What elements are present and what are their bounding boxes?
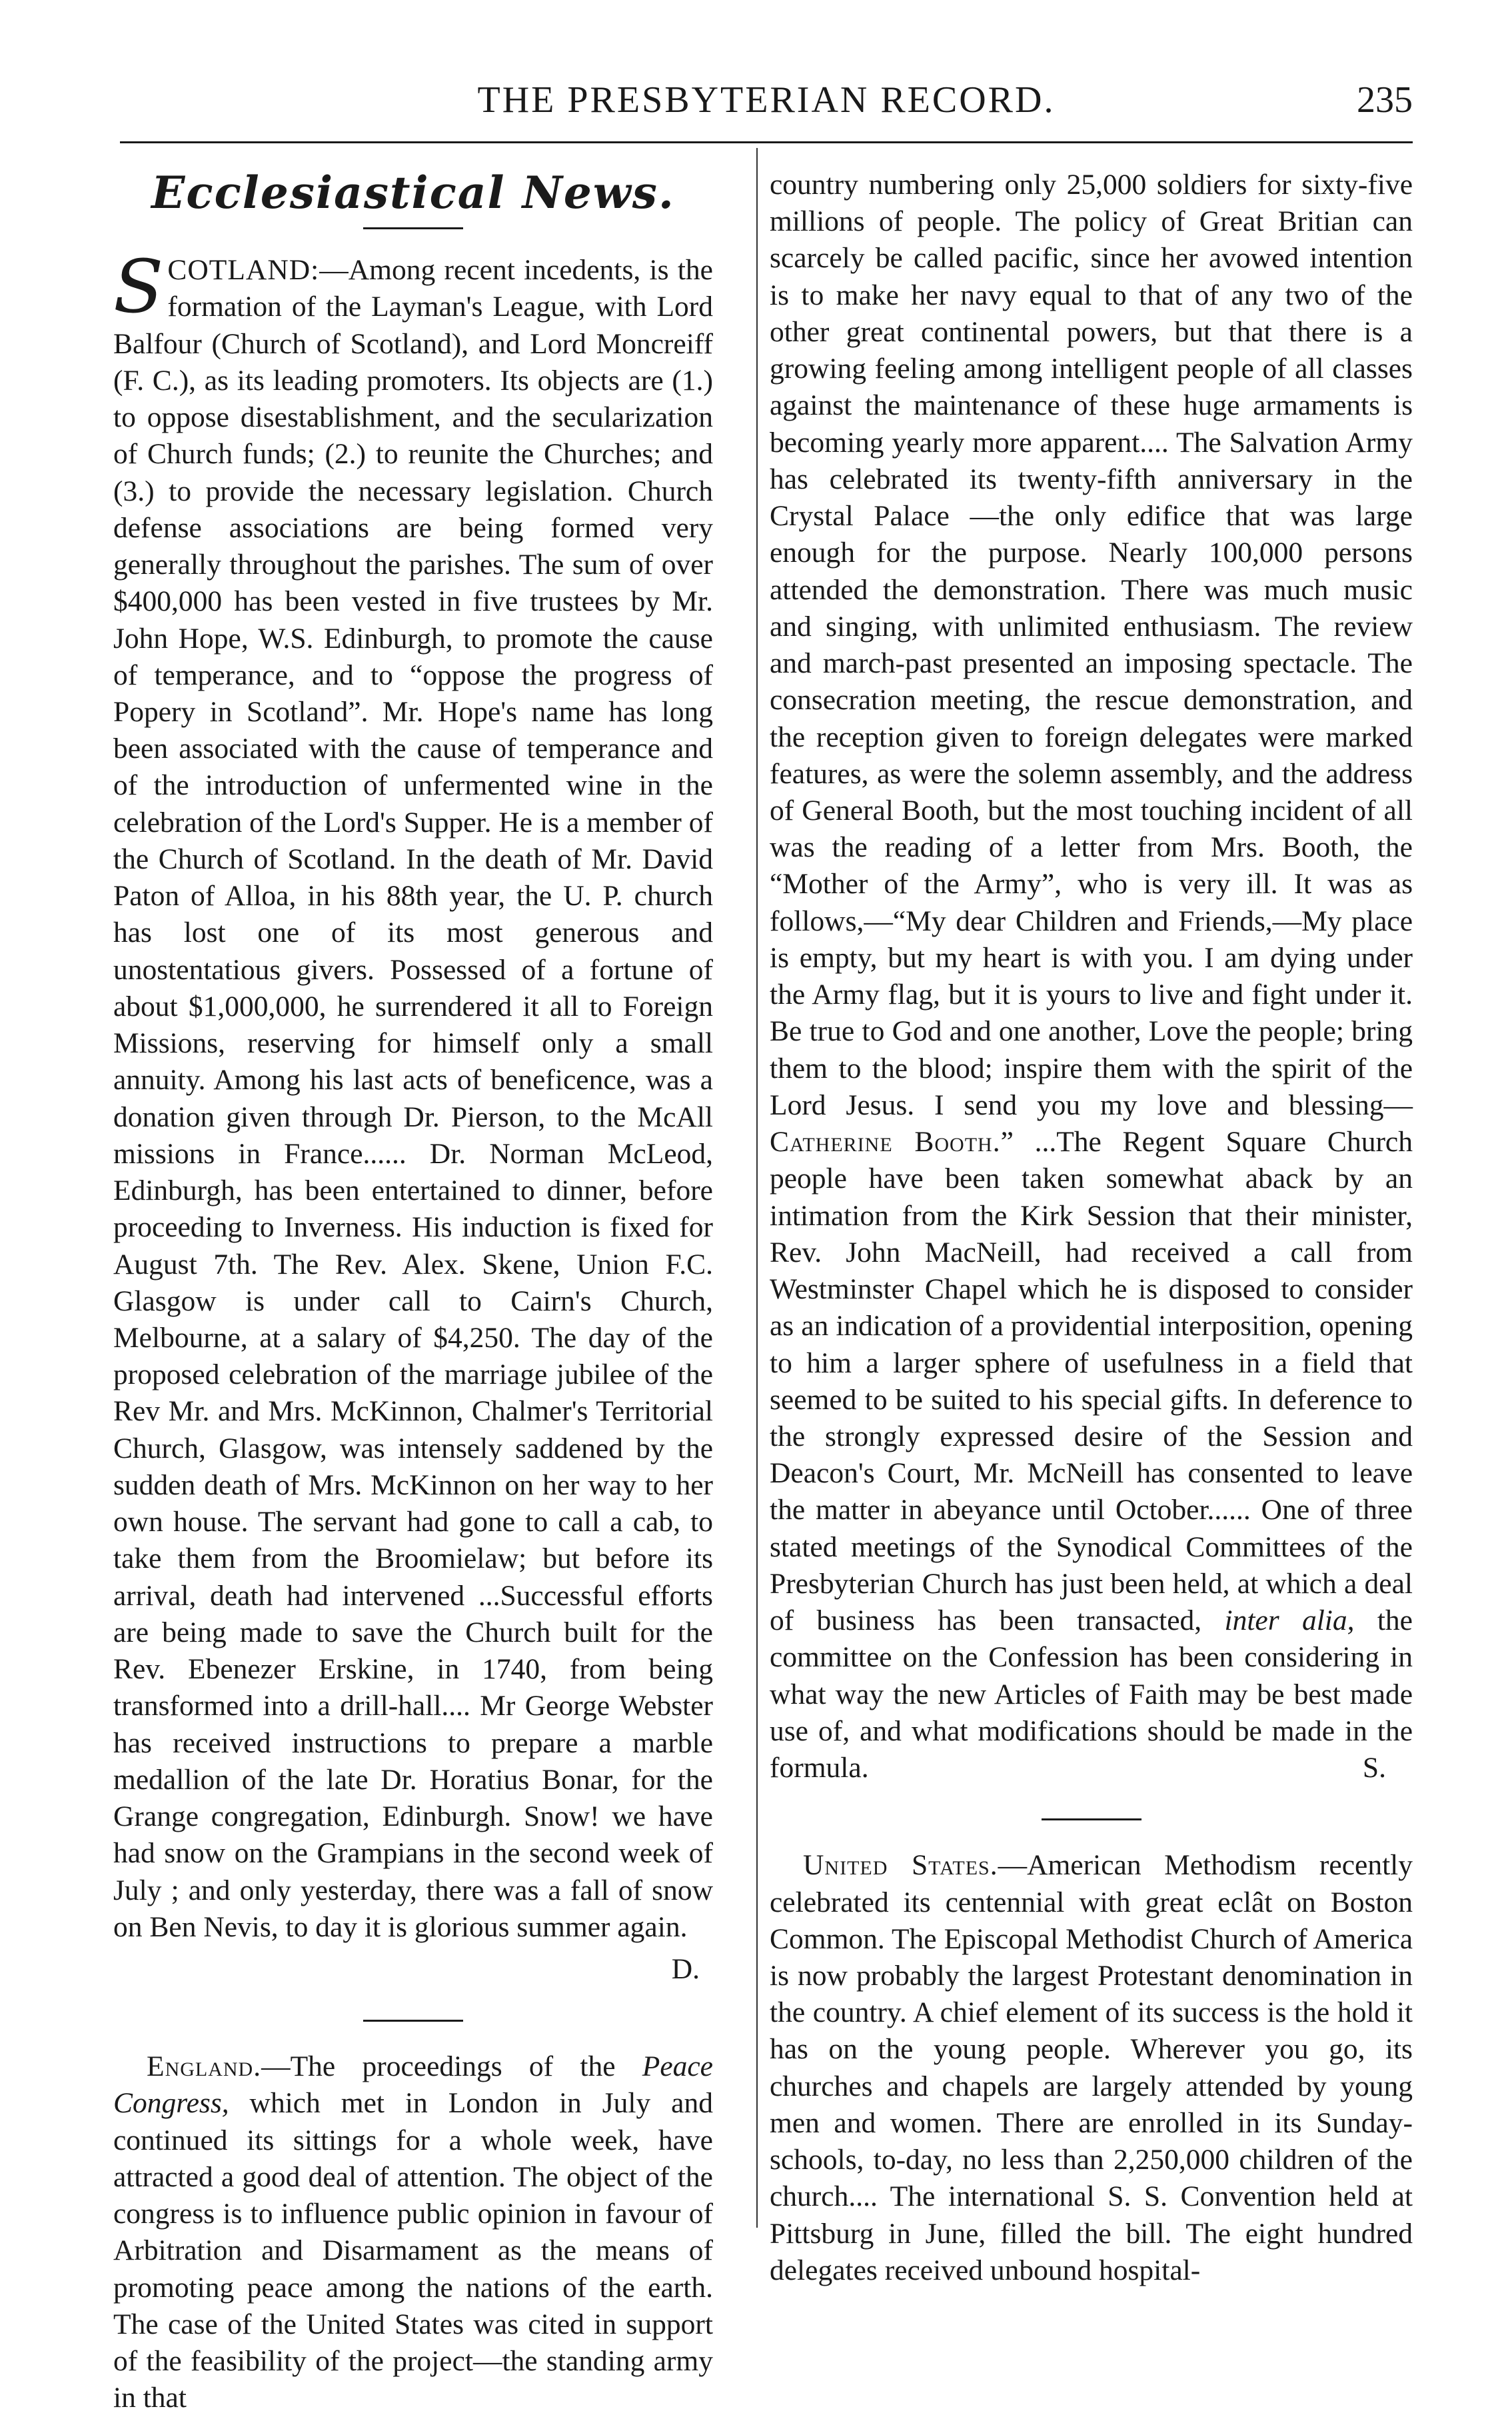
england-cont-text-a: country numbering only 25,000 soldiers for sixty-five millions of people. The policy of Great Britian can scarcely be called pacific, since her avowed intention is to make her navy equal to that of any two of the other great continental powers, but that there is a growing feeling among intelligent people of all classes against the maintenance of these huge armaments is becoming yearly more apparent.... The Salvation Army has celebrated its twenty-fifth anniversary in the Crystal Palace —the only edifice that was large enough for the purpose. Nearly 100,000 persons attended the demonstration. There was much music and singing, with unlimited enthusiasm. The review and march-past presented an imposing spectacle. The consecration meeting, the rescue demonstration, and the reception given to foreign delegates were marked features, as were the solemn assembly, and the address of General Booth, but the most touching incident of all was the reading of a letter from Mrs. Booth, the “Mother of the Army”, who is very ill. It was as follows,—“My dear Children and Friends,—My place is empty, but my heart is with you. I am dying under the Army flag, but it is yours to live and fight under it. Be true to God and one another, Love the people; bring them to the blood; inspire them with the spirit of the Lord Jesus. I send you my love and blessing— bbox=[770, 169, 1413, 1121]
england-lead: England. bbox=[147, 2050, 262, 2083]
booth-signature: Catherine Booth. bbox=[770, 1126, 1001, 1159]
united-states-lead: United States. bbox=[803, 1849, 998, 1882]
england-paragraph bbox=[113, 2048, 713, 2416]
column-divider bbox=[756, 148, 758, 2228]
section-title: Ecclesiastical News. bbox=[151, 167, 675, 219]
section-rule-right bbox=[1042, 1818, 1141, 1820]
england-text-b: which met in London in July and continued its sittings for a whole week, have attracted a good deal of attention. The object of the congress is to influence public opinion in favour of Arbitration and Disarmament as the means of promoting peace among the nations of the earth. The case of the United States was cited in support of the feasibility of the project—the standing army in that bbox=[113, 2087, 713, 2414]
england-italic: Peace Congress, bbox=[113, 2050, 713, 2120]
scotland-text: —Among recent incedents, is the formation of the Layman's League, with Lord Balfour (Church of Scotland), and Lord Moncreiff (F. C.), as its leading promoters. Its objects are (1.) to oppose disestablishment, and the secularization of Church funds; (2.) to reunite the Churches; and (3.) to provide the necessary legislation. Church defense associations are being formed very generally throughout the parishes. The sum of over $400,000 has been vested in five trustees by Mr. John Hope, W.S. Edinburgh, to promote the cause of temperance, and to “oppose the progress of Popery in Scotland”. Mr. Hope's name has long been associated with the cause of temperance and of the introduction of unfermented wine in the celebration of the Lord's Supper. He is a member of the Church of Scotland. In the death of Mr. David Paton of Alloa, in his 88th year, the U. P. church has lost one of its most generous and unostentatious givers. Possessed of a fortune of about $1,000,000, he surrendered it all to Foreign Missions, reserving for himself only a small annuity. Among his last acts of beneficence, was a donation given through Dr. Pierson, to the McAll missions in France...... Dr. Norman McLeod, Edinburgh, has been entertained to dinner, before proceeding to Inverness. His induction is fixed for August 7th. The Rev. Alex. Skene, Union F.C. Glasgow is under call to Cairn's Church, Melbourne, at a salary of $4,250. The day of the proposed celebration of the marriage jubilee of the Rev Mr. and Mrs. McKinnon, Chalmer's Territorial Church, Glasgow, was intensely saddened by the sudden death of Mrs. McKinnon on her way to her own house. The servant had gone to call a cab, to take them from the Broomielaw; but before its arrival, death had intervened ...Successful efforts are being made to save the Church built for the Rev. Ebenezer Erskine, in 1740, from being transformed into a drill-hall.... Mr George Webster has received instructions to prepare a marble medallion of the late Dr. Horatius Bonar, for the Grange congregation, Edinburgh. Snow! we have had snow on the Grampians in the second week of July ; and only yesterday, there was a fall of snow on Ben Nevis, to day it is glorious summer again. bbox=[113, 254, 713, 1943]
right-column bbox=[770, 167, 1413, 2289]
scotland-paragraph bbox=[113, 244, 713, 1946]
dropcap-letter: S bbox=[113, 244, 164, 330]
page-number: 235 bbox=[1357, 79, 1413, 121]
header-rule bbox=[120, 141, 1413, 143]
england-continued bbox=[770, 167, 1413, 1786]
england-cont-text-c: the committee on the Confession has been considering in what way the new Articles of Faith may be best made use of, and what modifications should be made in the formula. bbox=[770, 1604, 1413, 1784]
title-rule bbox=[363, 227, 463, 229]
england-signature: S. bbox=[1362, 1752, 1386, 1784]
section-rule bbox=[363, 2020, 463, 2022]
england-text-a: —The proceedings of the bbox=[261, 2050, 642, 2083]
united-states-paragraph bbox=[770, 1847, 1413, 2289]
united-states-text: —American Methodism recently celebrated its centennial with great eclât on Boston Common. The Episcopal Methodist Church of America is now probably the largest Protestant denomination in the country. A chief element of its success is the hold it has on the young people. Wherever you go, its churches and chapels are largely attended by young men and women. There are enrolled in its Sunday-schools, to-day, no less than 2,250,000 children of the church.... The international S. S. Convention held at Pittsburg in June, filled the bill. The eight hundred delegates received unbound hospital- bbox=[770, 1849, 1413, 2286]
scotland-signature: D. bbox=[671, 1952, 700, 1985]
england-cont-italic: inter alia, bbox=[1224, 1604, 1355, 1637]
left-column bbox=[113, 167, 713, 2417]
page-header bbox=[120, 73, 1413, 127]
running-title: THE PRESBYTERIAN RECORD. bbox=[477, 79, 1056, 121]
scotland-lead: COTLAND: bbox=[167, 254, 320, 287]
england-cont-text-b: ” ...The Regent Square Church people have been taken somewhat aback by an intimation from the Kirk Session that their minister, Rev. John MacNeill, had received a call from Westminster Chapel which he is disposed to consider as an indication of a providential interposition, opening to him a larger sphere of usefulness in a field that seemed to be suited to his special gifts. In deference to the strongly expressed desire of the Session and Deacon's Court, Mr. McNeill has consented to leave the matter in abeyance until October...... One of three stated meetings of the Synodical Committees of the Presbyterian Church has just been held, at which a deal of business has been transacted, bbox=[770, 1126, 1413, 1637]
